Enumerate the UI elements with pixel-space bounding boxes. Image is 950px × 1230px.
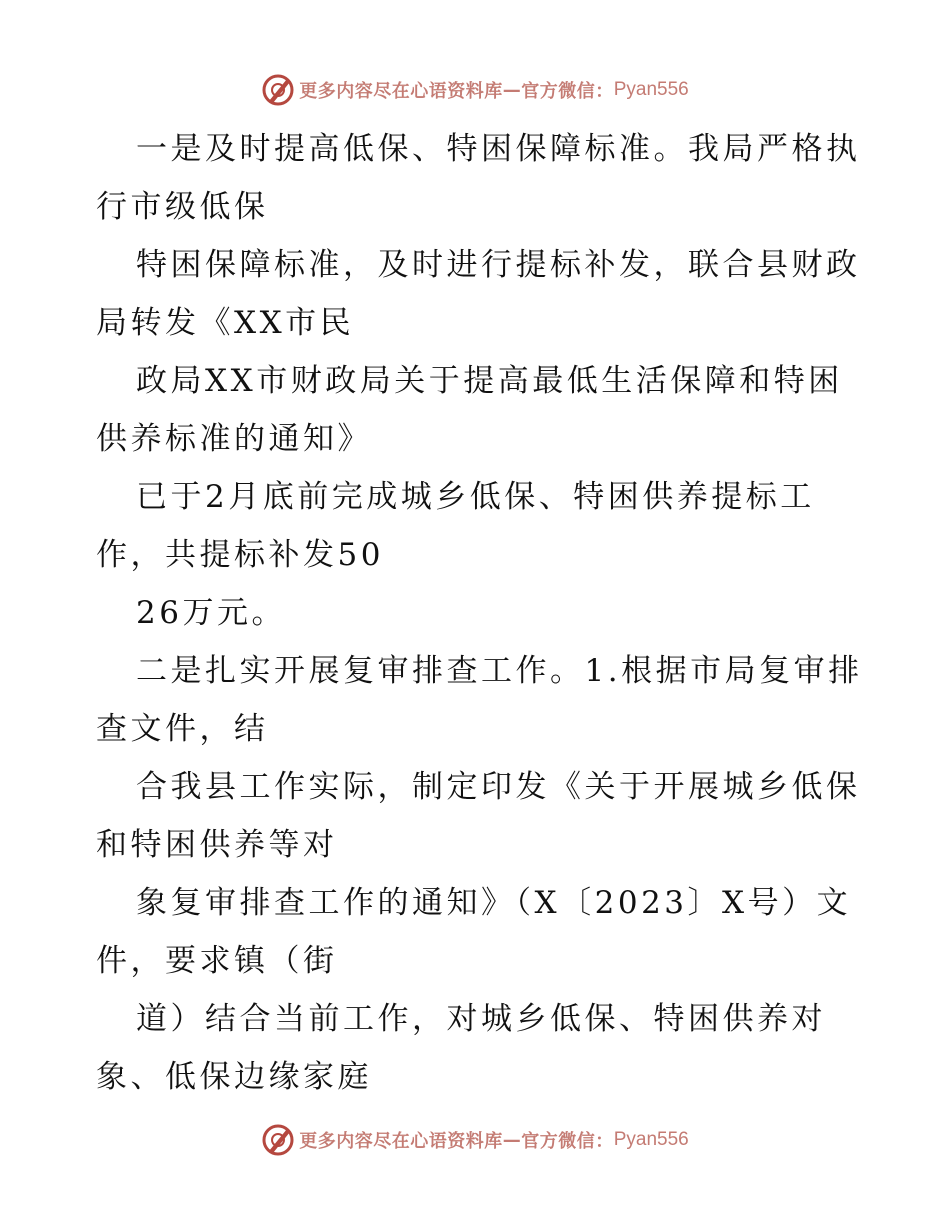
body-line: 作，共提标补发50 — [96, 537, 384, 573]
body-line: 件，要求镇（街 — [96, 943, 338, 979]
body-line: 已于2月底前完成城乡低保、特困供养提标工 — [96, 479, 815, 515]
body-line: 合我县工作实际，制定印发《关于开展城乡低保 — [96, 769, 861, 805]
body-line: 和特困供养等对 — [96, 827, 338, 863]
footer-brand-text: 更多内容尽在心语资料库 — [299, 1131, 503, 1152]
body-line: 特困保障标准，及时进行提标补发，联合县财政 — [96, 247, 861, 283]
header-dash: — — [502, 79, 522, 101]
body-line: 一是及时提高低保、特困保障标准。我局严格执 — [96, 131, 861, 167]
body-line: 行市级低保 — [96, 189, 269, 225]
body-line: 局转发《XX市民 — [96, 305, 355, 341]
body-line: 政局XX市财政局关于提高最低生活保障和特困 — [96, 363, 843, 399]
brand-logo-icon — [261, 73, 295, 107]
header-banner — [0, 70, 950, 110]
body-line: 道）结合当前工作，对城乡低保、特困供养对 — [96, 1001, 827, 1037]
body-line: 象复审排查工作的通知》（X〔2023〕X号）文 — [96, 885, 852, 921]
body-line: 26万元。 — [96, 595, 287, 631]
document-body — [96, 120, 866, 1106]
body-line: 供养标准的通知》 — [96, 421, 372, 457]
brand-logo-icon — [261, 1123, 295, 1157]
header-wechat-label: 官方微信： — [521, 81, 614, 102]
body-line: 二是扎实开展复审排查工作。1.根据市局复审排 — [96, 653, 863, 689]
footer-wechat-label: 官方微信： — [521, 1131, 614, 1152]
header-brand-text: 更多内容尽在心语资料库 — [299, 81, 503, 102]
footer-dash: — — [502, 1129, 522, 1151]
header-wechat-id: Pyan556 — [613, 79, 689, 100]
body-line: 象、低保边缘家庭 — [96, 1059, 372, 1095]
body-line: 查文件，结 — [96, 711, 269, 747]
footer-wechat-id: Pyan556 — [613, 1129, 689, 1150]
footer-banner — [0, 1120, 950, 1160]
